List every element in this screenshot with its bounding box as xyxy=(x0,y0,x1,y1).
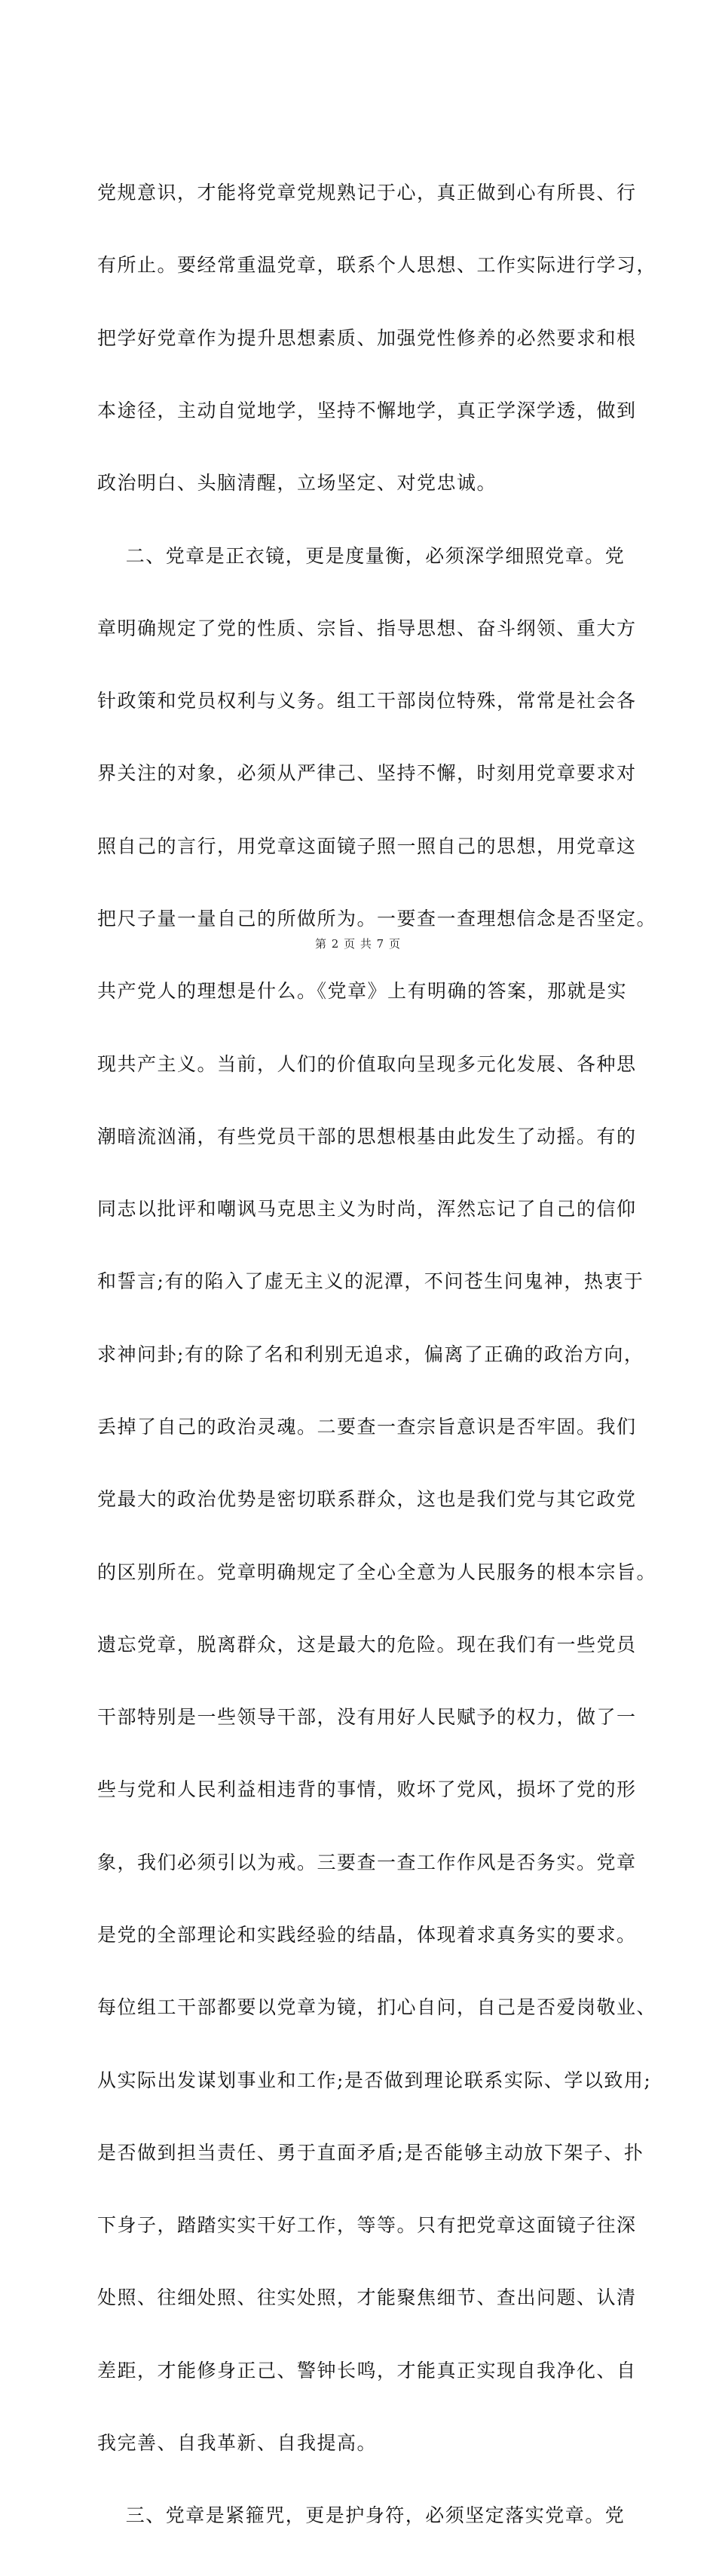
text-line: 从实际出发谋划事业和工作;是否做到理论联系实际、学以致用; xyxy=(97,2069,652,2091)
text-line: 同志以批评和嘲讽马克思主义为时尚，浑然忘记了自己的信仰 xyxy=(97,1198,637,1221)
text-line: 把尺子量一量自己的所做所为。一要查一查理想信念是否坚定。 xyxy=(97,908,657,930)
text-line: 遗忘党章，脱离群众，这是最大的危险。现在我们有一些党员 xyxy=(97,1633,637,1656)
text-line: 和誓言;有的陷入了虚无主义的泥潭，不问苍生问鬼神，热衷于 xyxy=(97,1270,644,1293)
body-text xyxy=(97,133,657,2576)
text-line: 三、党章是紧箍咒，更是护身符，必须坚定落实党章。党 xyxy=(97,2504,626,2527)
text-line: 丢掉了自己的政治灵魂。二要查一查宗旨意识是否牢固。我们 xyxy=(97,1415,637,1438)
text-line: 针政策和党员权利与义务。组工干部岗位特殊，常常是社会各 xyxy=(97,690,637,712)
text-line: 政治明白、头脑清醒，立场坚定、对党忠诚。 xyxy=(97,472,497,495)
text-line: 下身子，踏踏实实干好工作，等等。只有把党章这面镜子往深 xyxy=(97,2214,637,2237)
text-line: 界关注的对象，必须从严律己、坚持不懈，时刻用党章要求对 xyxy=(97,762,637,785)
text-line: 共产党人的理想是什么。《党章》上有明确的答案，那就是实 xyxy=(97,980,628,1003)
text-line: 我完善、自我革新、自我提高。 xyxy=(97,2431,378,2454)
text-line: 二、党章是正衣镜，更是度量衡，必须深学细照党章。党 xyxy=(97,544,626,567)
text-line: 章明确规定了党的性质、宗旨、指导思想、奋斗纲领、重大方 xyxy=(97,617,637,639)
text-line: 把学好党章作为提升思想素质、加强党性修养的必然要求和根 xyxy=(97,326,637,349)
text-line: 是党的全部理论和实践经验的结晶，体现着求真务实的要求。 xyxy=(97,1923,637,1946)
text-line: 象，我们必须引以为戒。三要查一查工作作风是否务实。党章 xyxy=(97,1851,637,1873)
text-line: 党最大的政治优势是密切联系群众，这也是我们党与其它政党 xyxy=(97,1488,637,1511)
page-footer xyxy=(0,936,716,951)
text-line: 些与党和人民利益相违背的事情，败坏了党风，损坏了党的形 xyxy=(97,1778,637,1801)
page-number-label: 第 2 页 共 7 页 xyxy=(315,937,401,951)
text-line: 本途径，主动自觉地学，坚持不懈地学，真正学深学透，做到 xyxy=(97,400,637,422)
text-line: 有所止。要经常重温党章，联系个人思想、工作实际进行学习， xyxy=(97,254,657,277)
text-line: 差距，才能修身正己、警钟长鸣，才能真正实现自我净化、自 xyxy=(97,2359,637,2381)
text-line: 求神问卦;有的除了名和利别无追求，偏离了正确的政治方向， xyxy=(97,1343,644,1365)
text-line: 的区别所在。党章明确规定了全心全意为人民服务的根本宗旨。 xyxy=(97,1561,657,1583)
text-line: 潮暗流汹涌，有些党员干部的思想根基由此发生了动摇。有的 xyxy=(97,1125,637,1147)
text-line: 处照、往细处照、往实处照，才能聚焦细节、查出问题、认清 xyxy=(97,2287,637,2309)
text-line: 现共产主义。当前，人们的价值取向呈现多元化发展、各种思 xyxy=(97,1052,637,1075)
text-line: 干部特别是一些领导干部，没有用好人民赋予的权力，做了一 xyxy=(97,1706,637,1729)
text-line: 党规意识，才能将党章党规熟记于心，真正做到心有所畏、行 xyxy=(97,182,637,204)
text-line: 每位组工干部都要以党章为镜，扪心自问，自己是否爱岗敬业、 xyxy=(97,1996,657,2019)
text-line: 照自己的言行，用党章这面镜子照一照自己的思想，用党章这 xyxy=(97,835,637,857)
text-line: 是否做到担当责任、勇于直面矛盾;是否能够主动放下架子、扑 xyxy=(97,2141,644,2164)
